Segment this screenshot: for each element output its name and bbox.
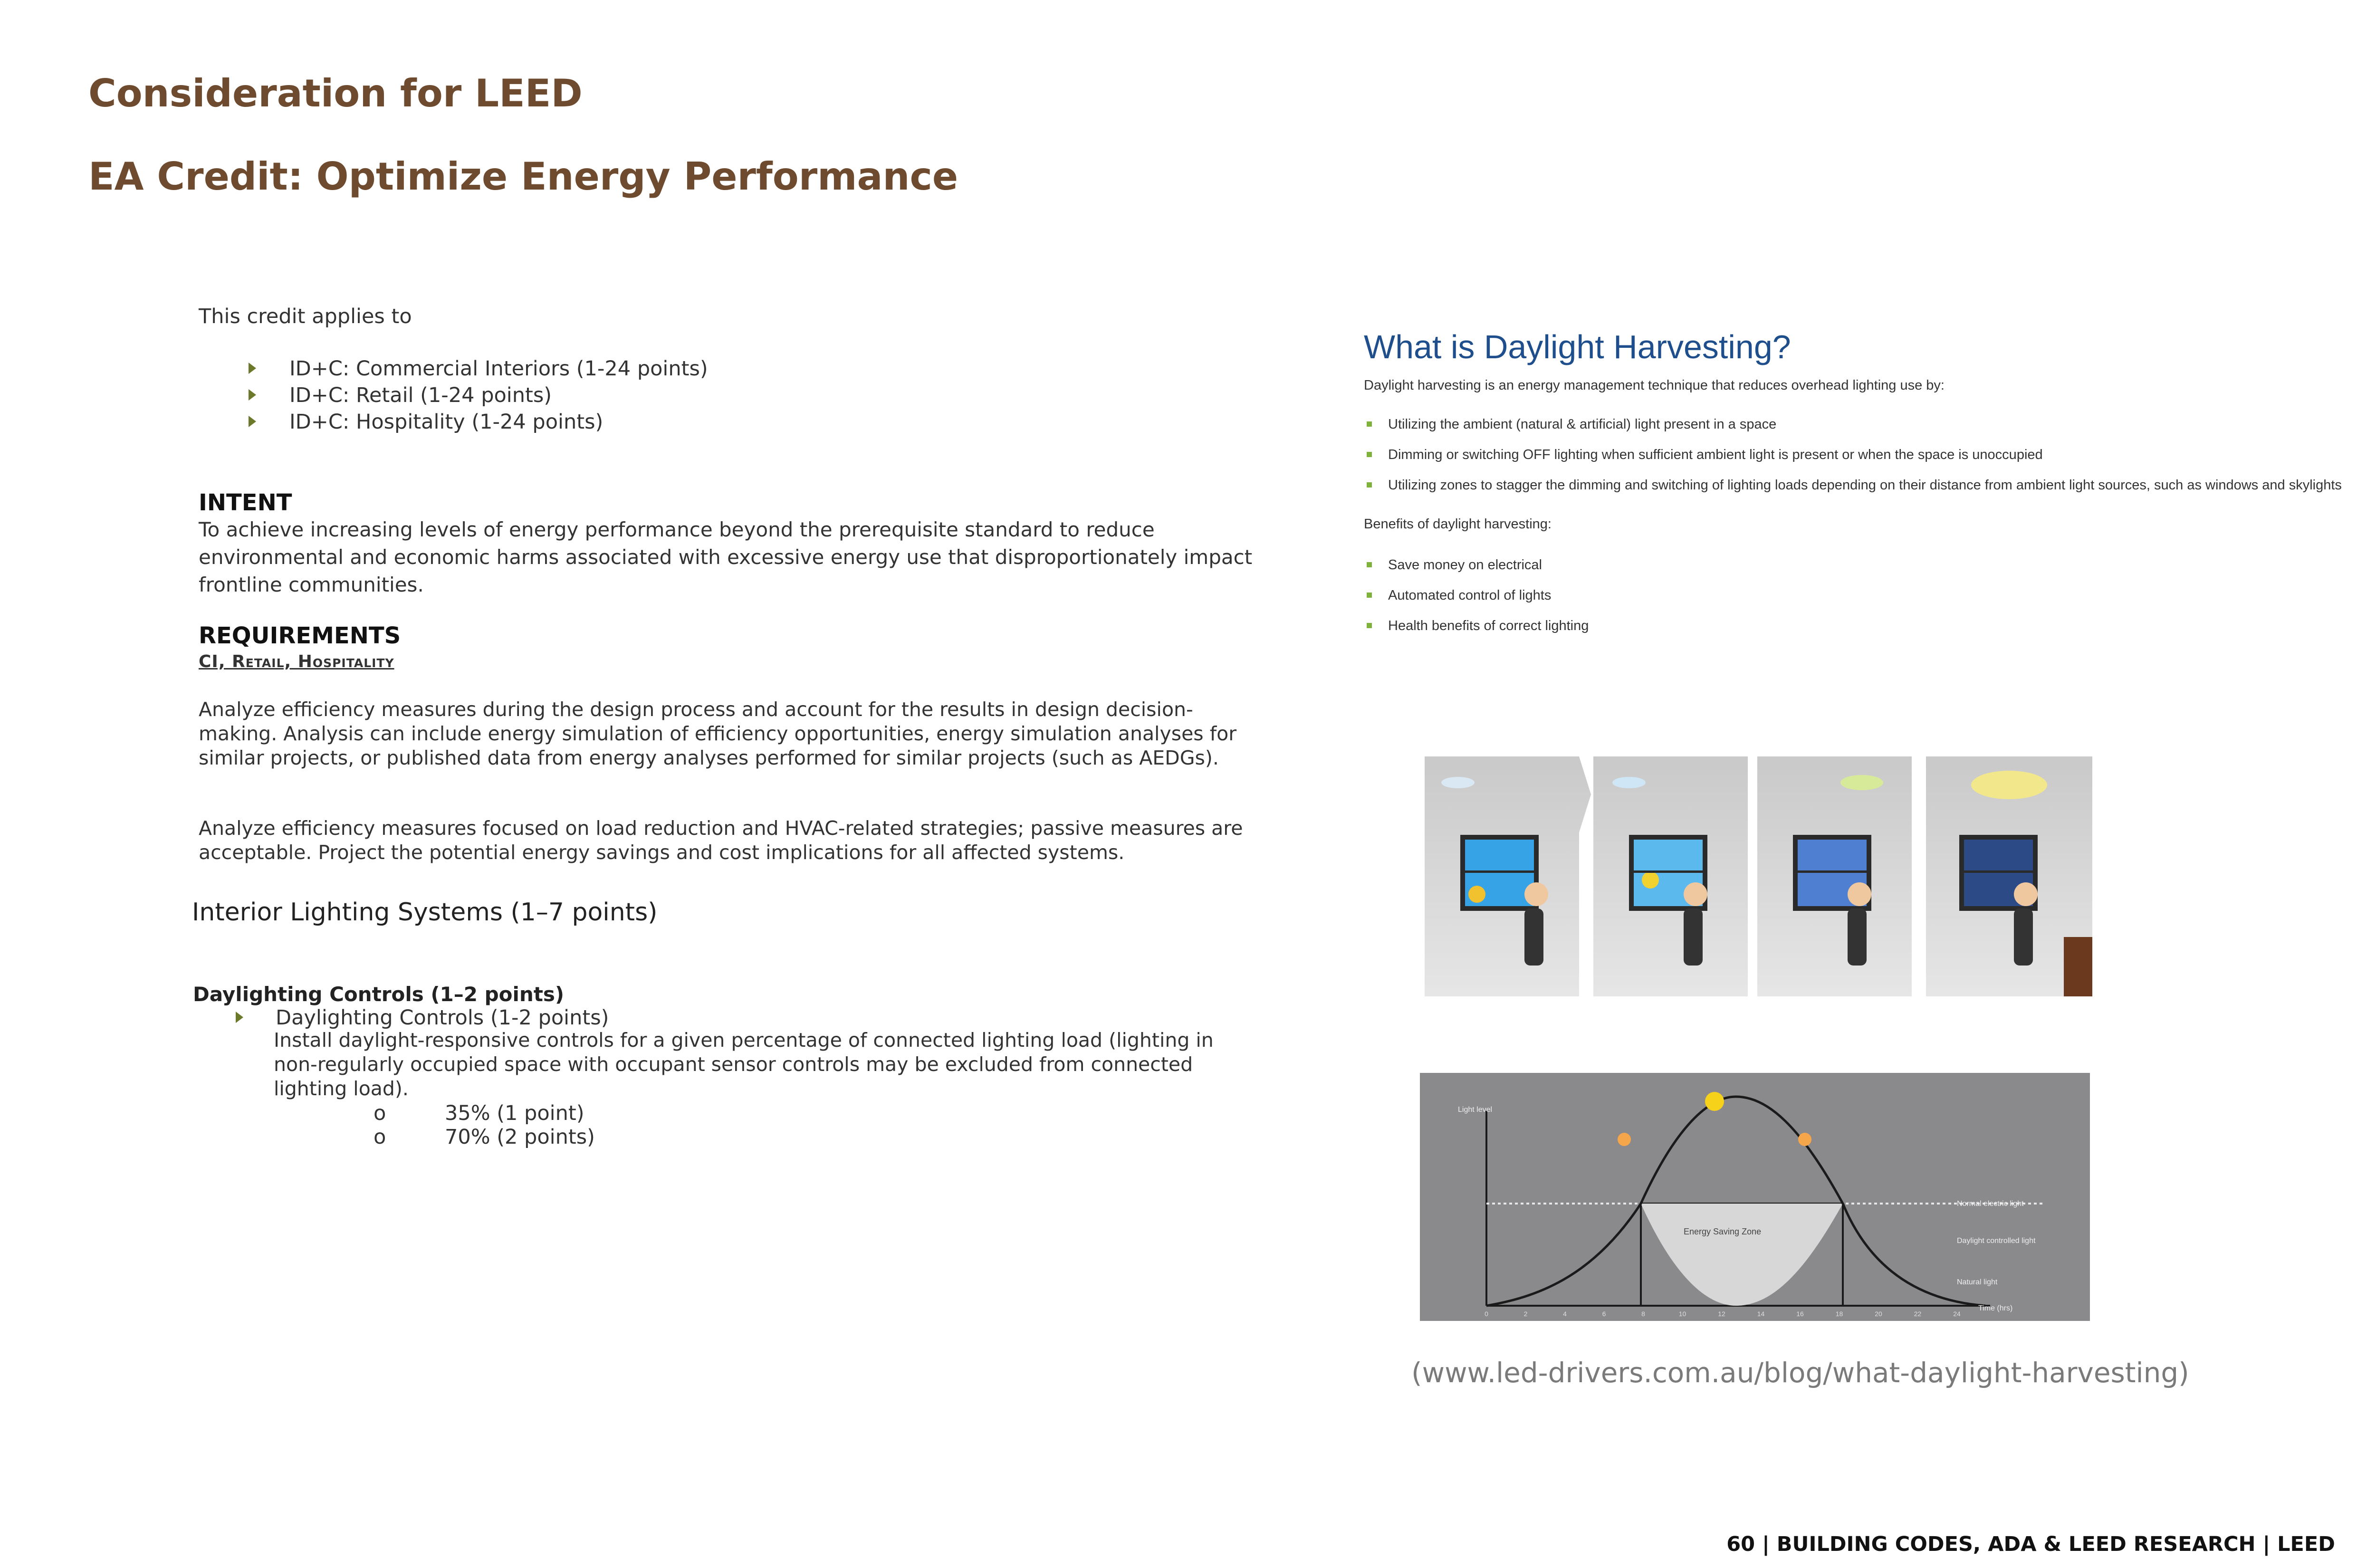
x-tick-label: 0	[1485, 1310, 1488, 1318]
triangle-bullet-icon	[249, 363, 256, 374]
x-tick-label: 4	[1563, 1310, 1567, 1318]
scene-panel	[1593, 756, 1748, 996]
x-tick-label: 8	[1641, 1310, 1645, 1318]
requirements-heading: REQUIREMENTS	[199, 622, 401, 649]
square-bullet-icon	[1367, 593, 1372, 598]
benefits-label: Benefits of daylight harvesting:	[1364, 516, 1552, 532]
x-tick-label: 20	[1875, 1310, 1882, 1318]
benefit-item: Health benefits of correct lighting	[1367, 618, 1589, 634]
option-item: o 70% (2 points)	[374, 1125, 595, 1149]
triangle-bullet-icon	[249, 416, 256, 427]
x-tick-label: 6	[1602, 1310, 1606, 1318]
scene-panel	[1757, 756, 1912, 996]
sunset-icon	[1798, 1133, 1811, 1146]
intent-heading: INTENT	[199, 489, 292, 516]
legend-item: Natural light	[1957, 1278, 1998, 1286]
scene-panel	[1926, 756, 2092, 996]
light-level-graph	[1420, 1073, 2090, 1321]
triangle-bullet-icon	[249, 389, 256, 401]
daylighting-heading: Daylighting Controls (1–2 points)	[193, 983, 565, 1006]
y-axis-label: Light level	[1458, 1106, 1493, 1114]
option-item: o 35% (1 point)	[374, 1101, 584, 1125]
square-bullet-icon	[1367, 562, 1372, 567]
intent-text: To achieve increasing levels of energy performance beyond the prerequisite standard to reduce environmental and economic harms associated with excessive energy use that disproportionately impact frontline communities.	[199, 518, 1253, 596]
panel-use-item: Dimming or switching OFF lighting when sufficient ambient light is present or when the space is unoccupied	[1367, 447, 2043, 463]
sunrise-icon	[1618, 1133, 1631, 1146]
applies-item: ID+C: Commercial Interiors (1-24 points)	[249, 355, 708, 382]
daylight-scenes-illustration	[1425, 756, 2092, 996]
image-source-credit: (www.led-drivers.com.au/blog/what-daylight-harvesting)	[1411, 1357, 2189, 1389]
x-tick-label: 18	[1835, 1310, 1843, 1318]
x-tick-label: 2	[1523, 1310, 1528, 1318]
legend-item: Daylight controlled light	[1957, 1237, 2036, 1245]
square-bullet-icon	[1367, 452, 1372, 457]
x-tick-label: 22	[1914, 1310, 1922, 1318]
x-tick-label: 24	[1953, 1310, 1961, 1318]
page-title: Consideration for LEED	[88, 71, 583, 115]
applies-to-label: This credit applies to	[199, 305, 412, 328]
x-axis-label: Time (hrs)	[1978, 1304, 2013, 1312]
daylighting-item: Daylighting Controls (1-2 points)	[236, 1004, 609, 1031]
lighting-heading: Interior Lighting Systems (1–7 points)	[192, 898, 658, 927]
legend-item: Normal electric light	[1957, 1200, 2024, 1208]
panel-title: What is Daylight Harvesting?	[1364, 328, 1791, 365]
square-bullet-icon	[1367, 623, 1372, 628]
panel-use-item: Utilizing zones to stagger the dimming and switching of lighting loads depending on their distance from ambient light sources, such as windows and skylights	[1367, 478, 2342, 493]
zone-label: Energy Saving Zone	[1684, 1227, 1762, 1236]
triangle-bullet-icon	[236, 1012, 243, 1023]
panel-intro: Daylight harvesting is an energy management technique that reduces overhead lighting use by:	[1364, 378, 1945, 393]
x-tick-label: 12	[1718, 1310, 1725, 1318]
x-tick-label: 14	[1757, 1310, 1765, 1318]
daylighting-description: Install daylight-responsive controls for a given percentage of connected lighting load (lighting in non-regularly occupied space with occupant sensor controls may be excluded from connected lighting load).	[274, 1029, 1214, 1100]
requirements-subheading: CI, Retail, Hospitality	[199, 652, 394, 671]
page-footer: 60 | BUILDING CODES, ADA & LEED RESEARCH | LEED	[1726, 1532, 2335, 1556]
scene-panel	[1425, 756, 1591, 996]
benefit-item: Save money on electrical	[1367, 557, 1542, 573]
square-bullet-icon	[1367, 421, 1372, 427]
applies-item: ID+C: Hospitality (1-24 points)	[249, 409, 603, 435]
x-tick-label: 16	[1796, 1310, 1804, 1318]
panel-use-item: Utilizing the ambient (natural & artificial) light present in a space	[1367, 417, 1776, 432]
benefit-item: Automated control of lights	[1367, 588, 1551, 603]
x-tick-label: 10	[1678, 1310, 1686, 1318]
sun-icon	[1705, 1092, 1724, 1111]
square-bullet-icon	[1367, 482, 1372, 488]
requirements-paragraph: Analyze efficiency measures during the design process and account for the results in design decision-making. Analysis can include energy simulation of efficiency opportunities, energy simulation analyses for similar projects, or published data from energy analyses performed for similar projects (such as AEDGs).	[199, 698, 1237, 769]
page-subtitle: EA Credit: Optimize Energy Performance	[88, 154, 958, 199]
applies-item: ID+C: Retail (1-24 points)	[249, 382, 552, 409]
requirements-paragraph: Analyze efficiency measures focused on load reduction and HVAC-related strategies; passive measures are acceptable. Project the potential energy savings and cost implications for all affected systems.	[199, 817, 1243, 864]
